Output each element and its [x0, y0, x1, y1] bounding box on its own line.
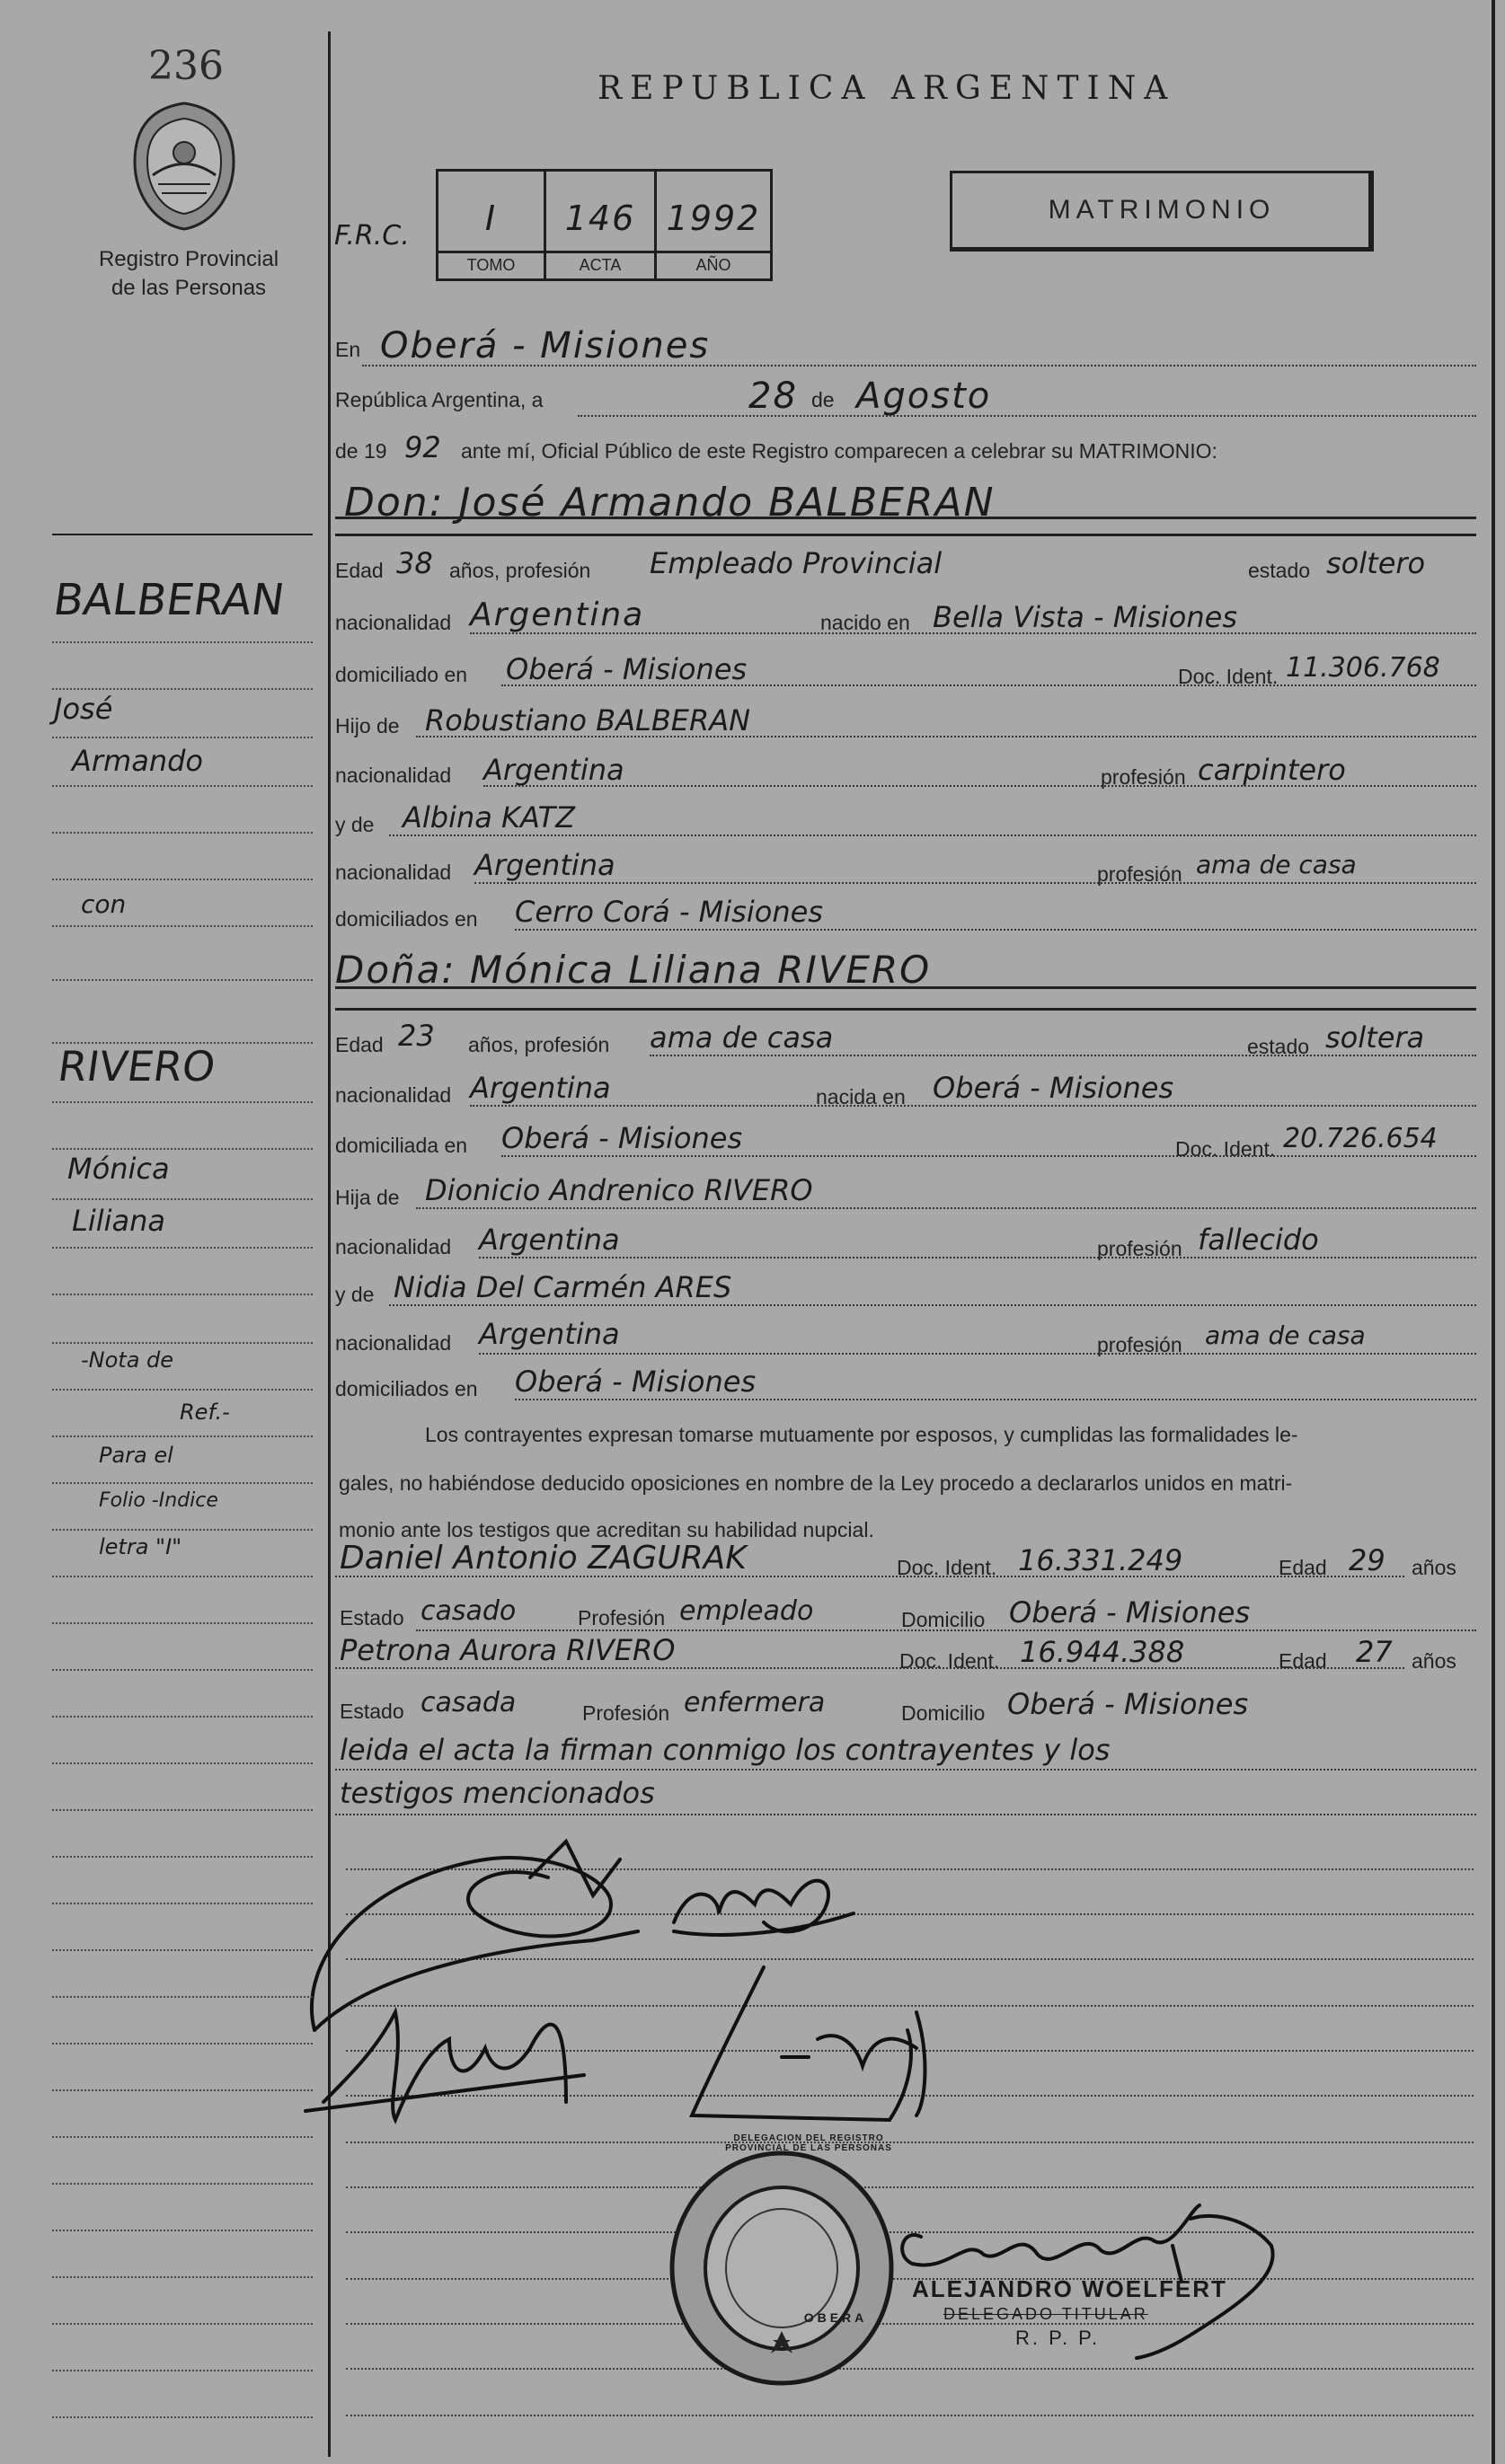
bride-domicile: Oberá - Misiones — [501, 1121, 743, 1155]
groom-estado: soltero — [1326, 546, 1426, 580]
year-value: 92 — [404, 430, 441, 464]
groom-father-nationality-row: nacionalidad Argentina profesión carpintero — [335, 746, 1476, 792]
bride-mother-nationality-row: nacionalidad Argentina profesión ama de casa — [335, 1313, 1476, 1360]
bride-doc: 20.726.654 — [1283, 1123, 1438, 1154]
witness2-doc: 16.944.388 — [1020, 1635, 1185, 1669]
margin-note3: Para el — [99, 1443, 173, 1468]
bride-title: Doña: Mónica Liliana RIVERO — [335, 948, 932, 992]
official-stamp-icon — [665, 2147, 899, 2389]
declaration-line1: Los contrayentes expresan tomarse mutuamente por esposos, y cumplidas las formalidades le- — [425, 1423, 1298, 1446]
witness2-details-row: Estado casada Profesión enfermera Domicilio Oberá - Misiones — [340, 1687, 1249, 1725]
bride-age-row: Edad 23 años, profesión ama de casa estado soltera — [335, 1015, 1476, 1062]
groom-nationality-row: nacionalidad Argentina nacido en Bella Vista - Misiones — [335, 593, 1476, 640]
groom-father-profession: carpintero — [1198, 753, 1346, 787]
margin-bride-surname: RIVERO — [55, 1042, 219, 1091]
margin-note1: -Nota de — [81, 1347, 174, 1373]
bride-father-profession: fallecido — [1198, 1223, 1319, 1257]
bride-parents-domicile-row: domiciliados en Oberá - Misiones — [335, 1359, 1476, 1406]
margin-con: con — [81, 889, 127, 919]
registry-name-line1: Registro Provincial — [98, 247, 279, 271]
groom-birthplace: Bella Vista - Misiones — [933, 600, 1237, 634]
place-row: En Oberá - Misiones — [335, 325, 1476, 372]
frc-label: F.R.C. — [334, 220, 410, 252]
closing-line1-row — [335, 1729, 1476, 1776]
signature-scribbles — [297, 1806, 1321, 2138]
day-value: 28 — [748, 375, 798, 417]
groom-title-row — [335, 478, 1476, 525]
tomo-value: I — [484, 199, 498, 238]
witness2-name: Petrona Aurora RIVERO — [340, 1633, 676, 1667]
folio-number: 236 — [148, 43, 224, 89]
witness1-name-row: Daniel Antonio ZAGURAK Doc. Ident. 16.331.249 Edad 29 años — [335, 1536, 1476, 1583]
officer-office: R. P. P. — [1015, 2327, 1101, 2349]
bride-father: Dionicio Andrenico RIVERO — [425, 1173, 813, 1207]
witness1-profession: empleado — [679, 1595, 814, 1627]
registry-name-line2: de las Personas — [111, 276, 267, 300]
bride-mother: Nidia Del Carmén ARES — [394, 1270, 732, 1304]
bride-father-nationality: Argentina — [479, 1223, 620, 1257]
officer-name: ALEJANDRO WOELFERT — [912, 2275, 1227, 2302]
margin-note2: Ref.- — [180, 1400, 230, 1425]
date-row: República Argentina, a 28 de Agosto — [335, 375, 1476, 422]
bride-mother-profession: ama de casa — [1205, 1320, 1366, 1350]
acta-label: ACTA — [579, 256, 622, 274]
bride-nationality: Argentina — [470, 1071, 611, 1105]
bride-domicile-row: domiciliada en Oberá - Misiones Doc. Ident. 20.726.654 — [335, 1116, 1476, 1162]
bride-title-row — [335, 948, 1476, 994]
anio-value: 1992 — [666, 199, 761, 238]
groom-mother-nationality: Argentina — [474, 848, 615, 882]
groom-parents-domicile-row: domiciliados en Cerro Corá - Misiones — [335, 889, 1476, 936]
groom-domicile: Oberá - Misiones — [506, 652, 748, 686]
margin-note5: letra "I" — [99, 1534, 182, 1559]
groom-mother-row: y de Albina KATZ — [335, 795, 1476, 842]
bride-birthplace: Oberá - Misiones — [933, 1071, 1174, 1105]
declaration-line3: monio ante los testigos que acreditan su habilidad nupcial. — [339, 1518, 874, 1541]
groom-doc: 11.306.768 — [1286, 652, 1440, 684]
groom-father: Robustiano BALBERAN — [425, 703, 751, 737]
groom-profession: Empleado Provincial — [650, 546, 943, 580]
groom-title: Don: José Armando BALBERAN — [344, 480, 996, 525]
bride-mother-nationality: Argentina — [479, 1317, 620, 1351]
groom-mother: Albina KATZ — [403, 800, 576, 835]
year-row: de 19 92 ante mí, Oficial Público de este Registro comparecen a celebrar su MATRIMONIO: — [335, 430, 1217, 464]
witness1-details-row: Estado casado Profesión empleado Domicilio Oberá - Misiones — [335, 1590, 1476, 1637]
declaration-line2: gales, no habiéndose deducido oposiciones en nombre de la Ley procedo a declararlos unidos en matri- — [339, 1471, 1293, 1495]
groom-nationality: Argentina — [470, 596, 645, 633]
groom-domicile-row: domiciliado en Oberá - Misiones Doc. Ident. 11.306.768 — [335, 645, 1476, 692]
groom-parents-domicile: Cerro Corá - Misiones — [515, 895, 823, 929]
witness2-domicile: Oberá - Misiones — [1007, 1687, 1249, 1721]
witness2-name-row: Petrona Aurora RIVERO Doc. Ident. 16.944.388 Edad 27 años — [335, 1628, 1476, 1674]
groom-mother-profession: ama de casa — [1196, 850, 1357, 879]
right-edge-rule — [1492, 0, 1495, 2464]
anio-label: AÑO — [695, 256, 731, 274]
groom-age-row: Edad 38 años, profesión Empleado Provincial estado soltero — [335, 546, 1426, 582]
bride-nationality-row: nacionalidad Argentina nacida en Oberá - Misiones — [335, 1065, 1476, 1112]
margin-bride-given2: Liliana — [72, 1204, 165, 1238]
place-value: Oberá - Misiones — [380, 325, 711, 367]
bride-mother-row: y de Nidia Del Carmén ARES — [335, 1265, 1476, 1311]
bride-father-nationality-row: nacionalidad Argentina profesión fallecido — [335, 1217, 1476, 1264]
groom-mother-nationality-row: nacionalidad Argentina profesión ama de casa — [335, 843, 1476, 889]
country-heading: REPUBLICA ARGENTINA — [598, 70, 1176, 107]
bride-profession: ama de casa — [650, 1020, 834, 1055]
groom-age: 38 — [396, 546, 433, 580]
bride-parents-domicile: Oberá - Misiones — [515, 1364, 757, 1399]
witness1-doc: 16.331.249 — [1018, 1543, 1183, 1577]
record-type: MATRIMONIO — [1048, 195, 1276, 225]
witness2-profession: enfermera — [684, 1687, 826, 1718]
bride-father-row: Hija de Dionicio Andrenico RIVERO — [335, 1168, 1476, 1214]
witness2-estado: casada — [421, 1687, 517, 1718]
margin-bride-given1: Mónica — [67, 1152, 170, 1186]
tomo-label: TOMO — [466, 256, 516, 274]
acta-value: 146 — [564, 199, 636, 238]
margin-groom-given2: Armando — [72, 744, 203, 778]
closing-line2: testigos mencionados — [340, 1776, 655, 1810]
margin-groom-given1: José — [54, 692, 113, 726]
record-type-box — [950, 171, 1374, 252]
stamp-text: DELEGACION DEL REGISTRO PROVINCIAL DE LAS PERSONAS — [725, 2133, 892, 2153]
closing-line1: leida el acta la firman conmigo los contrayentes y los — [340, 1733, 1111, 1767]
tomo-acta-ano-box — [436, 169, 773, 281]
margin-groom-surname: BALBERAN — [50, 575, 288, 625]
witness1-name: Daniel Antonio ZAGURAK — [340, 1540, 747, 1576]
bride-estado: soltera — [1325, 1020, 1425, 1055]
groom-father-nationality: Argentina — [483, 753, 624, 787]
witness1-age: 29 — [1349, 1543, 1385, 1577]
stamp-city: OBERA — [803, 2310, 868, 2325]
provincial-seal-icon — [126, 99, 243, 234]
witness1-estado: casado — [421, 1595, 517, 1627]
margin-note4: Folio -Indice — [99, 1489, 218, 1512]
witness1-domicile: Oberá - Misiones — [1009, 1595, 1251, 1629]
witness2-age: 27 — [1356, 1635, 1393, 1669]
bride-age: 23 — [398, 1019, 435, 1053]
officer-title: DELEGADO TITULAR — [943, 2305, 1148, 2323]
groom-father-row: Hijo de Robustiano BALBERAN — [335, 696, 1476, 743]
month-value: Agosto — [856, 375, 992, 417]
